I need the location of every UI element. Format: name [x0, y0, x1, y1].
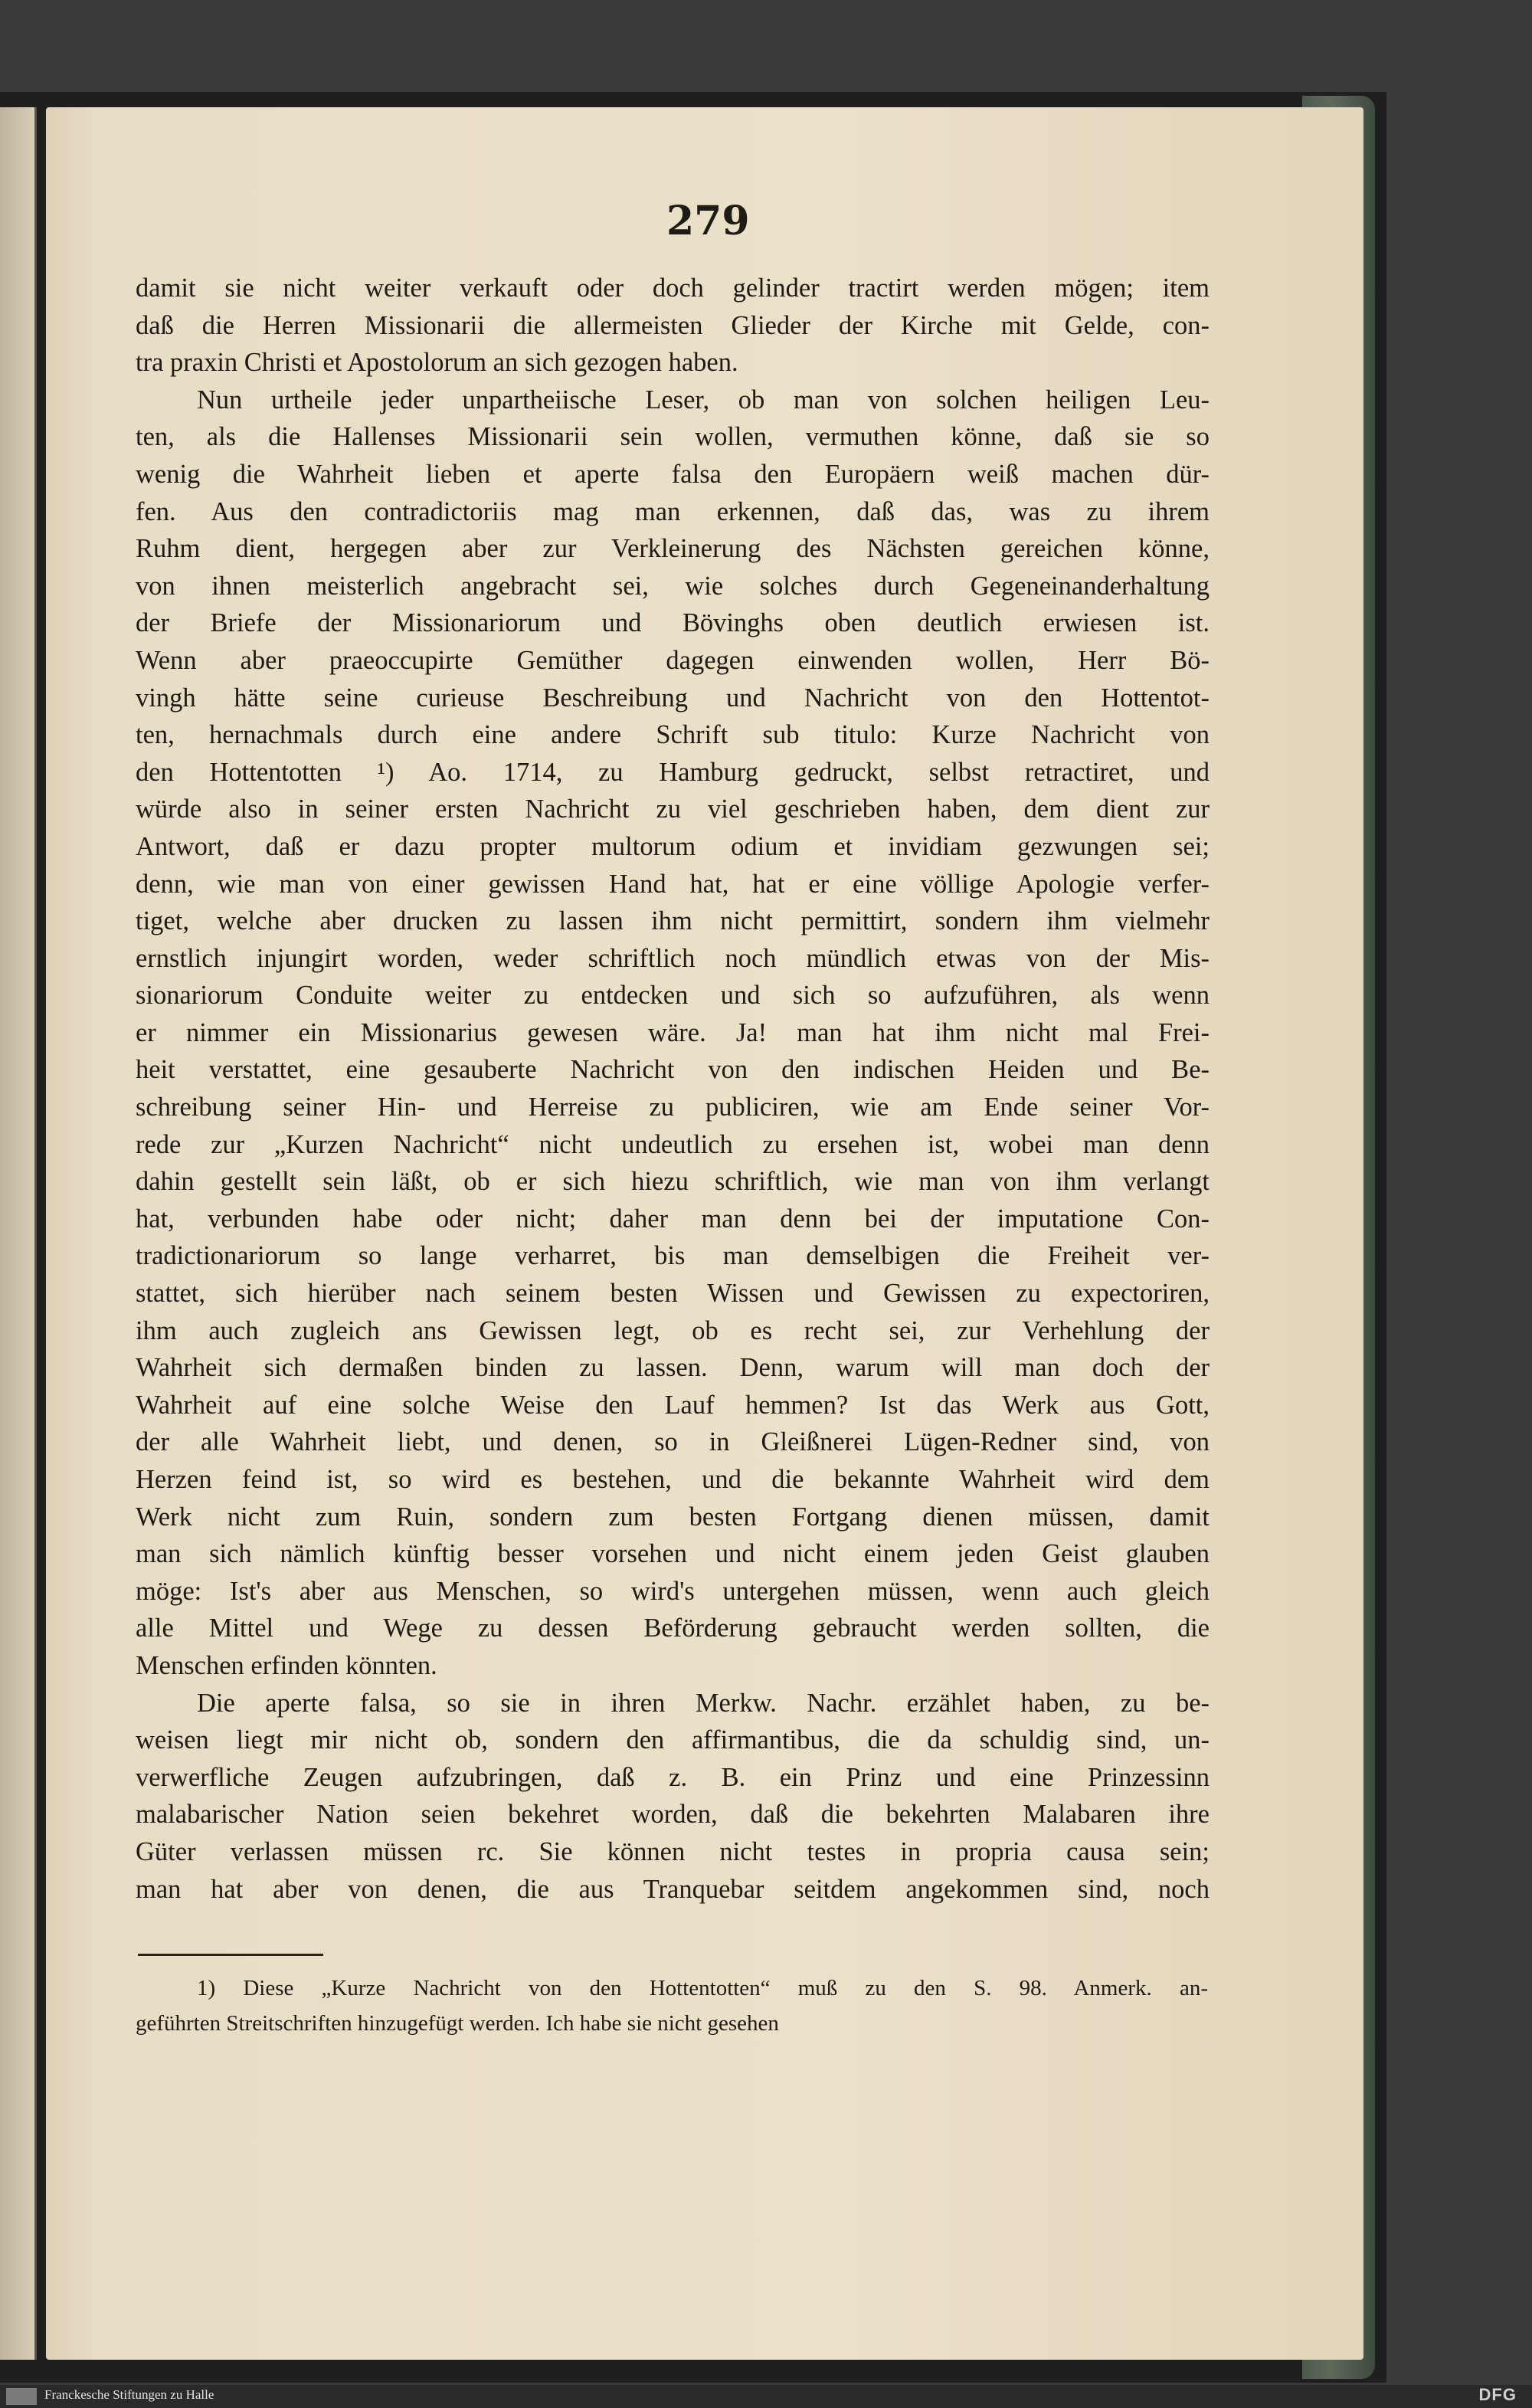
text-line: fen. Aus den contradictoriis mag man erkennen, daß das, was zu ihrem [136, 496, 1210, 526]
text-line: tra praxin Christi et Apostolorum an sich gezogen haben. [136, 348, 738, 378]
footnote-line: 1) Diese „Kurze Nachricht von den Hottentotten“ muß zu den S. 98. Anmerk. an- [197, 1976, 1208, 2000]
text-line: würde also in seiner ersten Nachricht zu viel geschrieben haben, dem dient zur [136, 794, 1210, 824]
text-line: dahin gestellt sein läßt, ob er sich hiezu schriftlich, wie man von ihm verlangt [136, 1167, 1210, 1197]
text-line: malabarischer Nation seien bekehret worden, daß die bekehrten Malabaren ihre [136, 1800, 1210, 1830]
text-line: möge: Ist's aber aus Menschen, so wird's untergehen müssen, wenn auch gleich [136, 1576, 1210, 1606]
footnote-line: geführten Streitschriften hinzugefügt werden. Ich habe sie nicht gesehen [136, 2011, 779, 2036]
left-page-edge [0, 107, 37, 2360]
text-line: man hat aber von denen, die aus Tranquebar seitdem angekommen sind, noch [136, 1874, 1210, 1904]
footnote-divider [138, 1954, 323, 1956]
text-line: Wenn aber praeoccupirte Gemüther dagegen einwenden wollen, Herr Bö- [136, 645, 1210, 675]
text-line: ernstlich injungirt worden, weder schriftlich noch mündlich etwas von der Mis- [136, 943, 1210, 973]
text-line: Nun urtheile jeder unpartheiische Leser, ob man von solchen heiligen Leu- [197, 385, 1210, 414]
institution-logo-icon [6, 2388, 37, 2405]
page-number: 279 [666, 198, 750, 244]
text-line: vingh hätte seine curieuse Beschreibung und Nachricht von den Hottentot- [136, 683, 1210, 713]
text-line: verwerfliche Zeugen aufzubringen, daß z. B. ein Prinz und eine Prinzessinn [136, 1762, 1210, 1792]
text-line: Werk nicht zum Ruin, sondern zum besten Fortgang dienen müssen, damit [136, 1502, 1210, 1532]
text-line: heit verstattet, eine gesauberte Nachricht von den indischen Heiden und Be- [136, 1055, 1210, 1085]
text-line: tiget, welche aber drucken zu lassen ihm nicht permittirt, sondern ihm vielmehr [136, 906, 1210, 936]
dfg-badge: DFG [1478, 2385, 1517, 2404]
text-line: damit sie nicht weiter verkauft oder doch gelinder tractirt werden mögen; item [136, 274, 1210, 303]
text-line: ihm auch zugleich ans Gewissen legt, ob es recht sei, zur Verhehlung der [136, 1315, 1210, 1345]
text-line: alle Mittel und Wege zu dessen Beförderung gebraucht werden sollten, die [136, 1614, 1210, 1643]
text-line: sionariorum Conduite weiter zu entdecken und sich so aufzuführen, als wenn [136, 981, 1210, 1011]
text-line: den Hottentotten ¹) Ao. 1714, zu Hamburg gedruckt, selbst retractiret, und [136, 757, 1210, 787]
body-text [136, 270, 1210, 1908]
text-line: tradictionariorum so lange verharret, bis man demselbigen die Freiheit ver- [136, 1241, 1210, 1271]
text-line: Wahrheit sich dermaßen binden zu lassen. Denn, warum will man doch der [136, 1353, 1210, 1383]
text-line: ten, hernachmals durch eine andere Schrift sub titulo: Kurze Nachricht von [136, 720, 1210, 750]
text-line: Menschen erfinden könnten. [136, 1650, 437, 1680]
text-line: Wahrheit auf eine solche Weise den Lauf hemmen? Ist das Werk aus Gott, [136, 1390, 1210, 1420]
text-line: Die aperte falsa, so sie in ihren Merkw. Nachr. erzählet haben, zu be- [197, 1688, 1210, 1718]
text-line: Antwort, daß er dazu propter multorum odium et invidiam gezwungen sei; [136, 831, 1210, 861]
book-page [46, 107, 1363, 2360]
text-line: weisen liegt mir nicht ob, sondern den affirmantibus, die da schuldig sind, un- [136, 1725, 1210, 1755]
viewer-footer-bar [0, 2385, 1532, 2408]
footnote [136, 1971, 1208, 2041]
text-line: ten, als die Hallenses Missionarii sein wollen, vermuthen könne, daß sie so [136, 422, 1210, 452]
institution-credit: Franckesche Stiftungen zu Halle [44, 2387, 214, 2402]
text-line: Ruhm dient, hergegen aber zur Verkleinerung des Nächsten gereichen könne, [136, 534, 1210, 564]
text-line: daß die Herren Missionarii die allermeisten Glieder der Kirche mit Gelde, con- [136, 310, 1210, 340]
text-line: Herzen feind ist, so wird es bestehen, und die bekannte Wahrheit wird dem [136, 1465, 1210, 1494]
text-line: der Briefe der Missionariorum und Bövinghs oben deutlich erwiesen ist. [136, 608, 1210, 638]
text-line: rede zur „Kurzen Nachricht“ nicht undeutlich zu ersehen ist, wobei man denn [136, 1129, 1210, 1159]
text-line: wenig die Wahrheit lieben et aperte falsa den Europäern weiß machen dür- [136, 459, 1210, 489]
text-line: denn, wie man von einer gewissen Hand hat, hat er eine völlige Apologie verfer- [136, 869, 1210, 899]
text-line: hat, verbunden habe oder nicht; daher man denn bei der imputatione Con- [136, 1204, 1210, 1233]
text-line: der alle Wahrheit liebt, und denen, so in Gleißnerei Lügen-Redner sind, von [136, 1427, 1210, 1457]
text-line: er nimmer ein Missionarius gewesen wäre. Ja! man hat ihm nicht mal Frei- [136, 1017, 1210, 1047]
text-line: stattet, sich hierüber nach seinem besten Wissen und Gewissen zu expectoriren, [136, 1279, 1210, 1309]
text-line: Güter verlassen müssen rc. Sie können nicht testes in propria causa sein; [136, 1836, 1210, 1866]
text-line: von ihnen meisterlich angebracht sei, wie solches durch Gegeneinanderhaltung [136, 571, 1210, 601]
text-line: schreibung seiner Hin- und Herreise zu publiciren, wie am Ende seiner Vor- [136, 1093, 1210, 1122]
text-line: man sich nämlich künftig besser vorsehen und nicht einem jeden Geist glauben [136, 1539, 1210, 1569]
